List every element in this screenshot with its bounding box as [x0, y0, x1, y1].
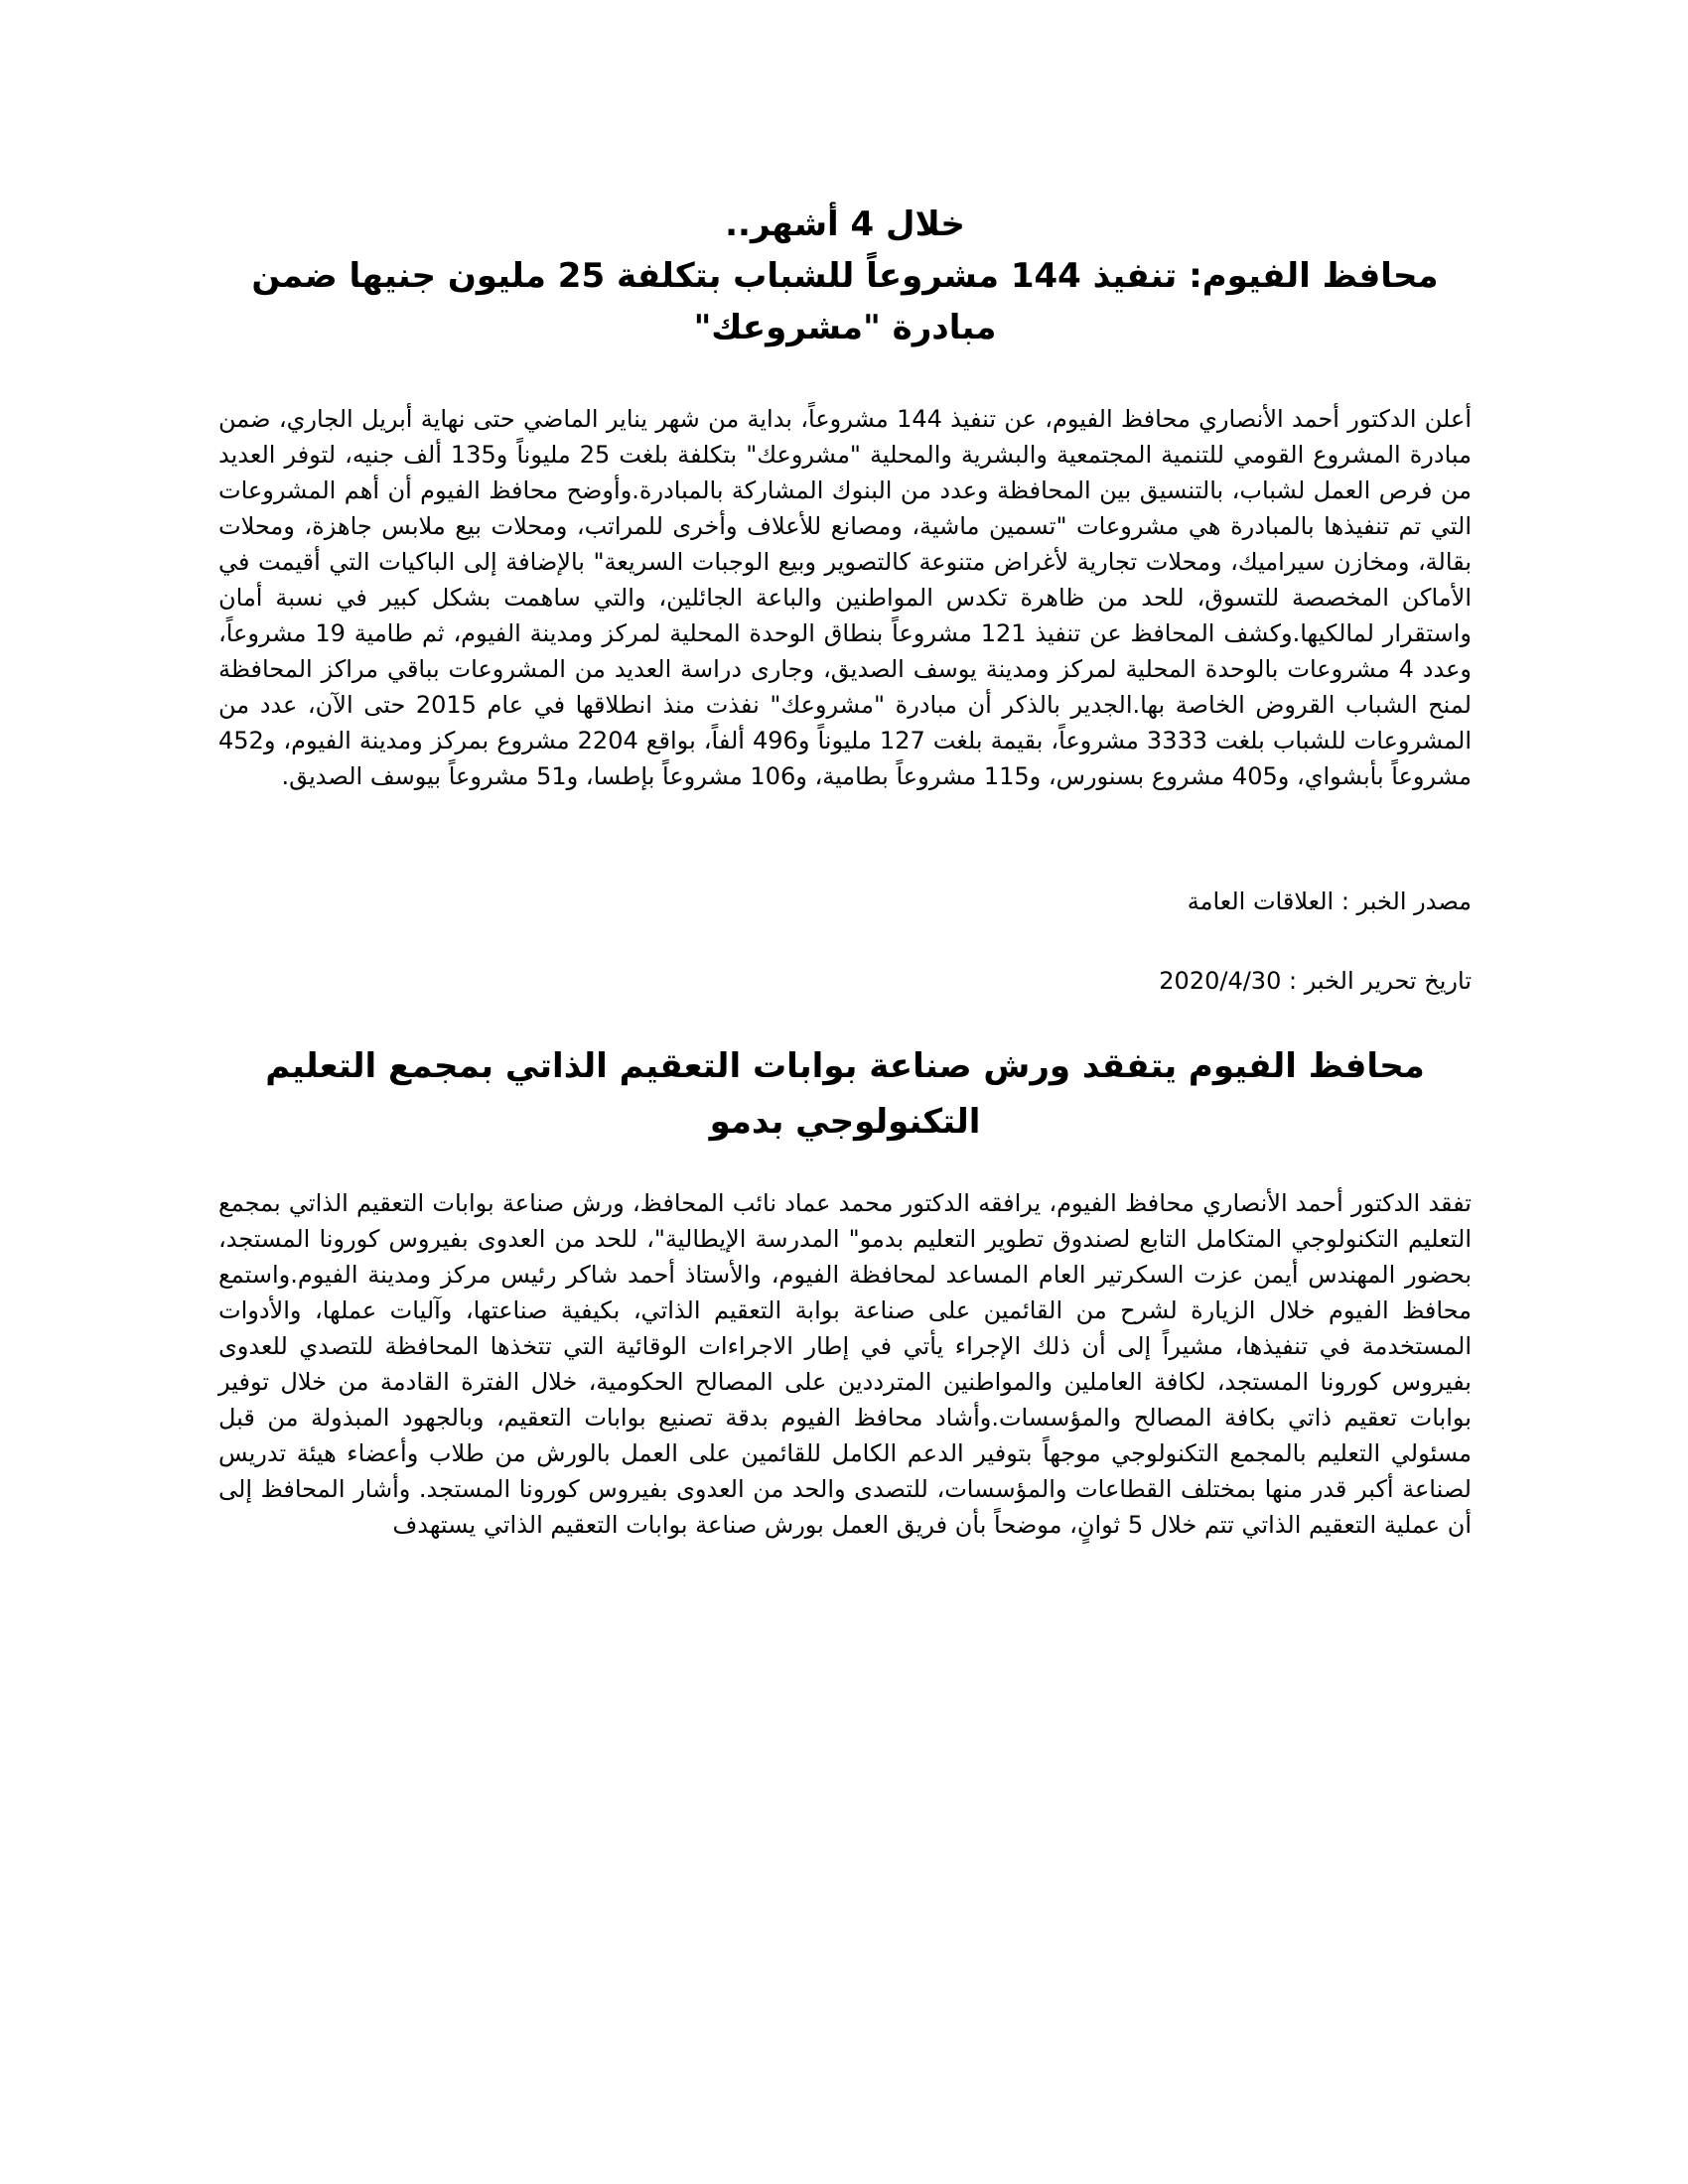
- story2-headline: محافظ الفيوم يتفقد ورش صناعة بوابات التعقيم الذاتي بمجمع التعليم التكنولوجي بدمو: [265, 1046, 1425, 1142]
- story1-kicker: خلال 4 أشهر..: [725, 205, 965, 244]
- document-page: [218, 0, 1472, 2184]
- story1-body: أعلن الدكتور أحمد الأنصاري محافظ الفيوم، عن تنفيذ 144 مشروعاً، بداية من شهر يناير الماضي حتى نهاية أبريل الجاري، ضمن مبادرة المشروع القومي للتنمية المجتمعية والبشرية والمحلية "مشروعك" بتكلفة بلغت 25 مليوناً و135 ألف جنيه، لتوفر العديد من فرص العمل لشباب، بالتنسيق بين المحافظة وعدد من البنوك المشاركة بالمبادرة.وأوضح محافظ الفيوم أن أهم المشروعات التي تم تنفيذها بالمبادرة هي مشروعات "تسمين ماشية، ومصانع للأعلاف وأخرى للمراتب، ومحلات بيع ملابس جاهزة، ومحلات بقالة، ومخازن سيراميك، ومحلات تجارية لأغراض متنوعة كالتصوير وبيع الوجبات السريعة" بالإضافة إلى الباكيات التي أقيمت في الأماكن المخصصة للتسوق، للحد من ظاهرة تكدس المواطنين والباعة الجائلين، والتي ساهمت بشكل كبير في نسبة أمان واستقرار لمالكيها.وكشف المحافظ عن تنفيذ 121 مشروعاً بنطاق الوحدة المحلية لمركز ومدينة الفيوم، ثم طامية 19 مشروعاً، وعدد 4 مشروعات بالوحدة المحلية لمركز ومدينة يوسف الصديق، وجارى دراسة العديد من المشروعات بباقي مراكز المحافظة لمنح الشباب القروض الخاصة بها.الجدير بالذكر أن مبادرة "مشروعك" نفذت منذ انطلاقها في عام 2015 حتى الآن، عدد من المشروعات للشباب بلغت 3333 مشروعاً، بقيمة بلغت 127 مليوناً و496 ألفاً، بواقع 2204 مشروع بمركز ومدينة الفيوم، و452 مشروعاً بأبشواي، و405 مشروع بسنورس، و115 مشروعاً بطامية، و106 مشروعاً بإطسا، و51 مشروعاً بيوسف الصديق.: [218, 405, 1473, 790]
- story1-title: محافظ الفيوم: تنفيذ 144 مشروعاً للشباب بتكلفة 25 مليون جنيها ضمن مبادرة "مشروعك": [251, 256, 1439, 347]
- news-source: مصدر الخبر : العلاقات العامة: [1187, 887, 1472, 915]
- story1-headline: [218, 0, 1472, 353]
- news-date: تاريخ تحرير الخبر : 2020/4/30: [1159, 967, 1472, 995]
- story2-body: تفقد الدكتور أحمد الأنصاري محافظ الفيوم، يرافقه الدكتور محمد عماد نائب المحافظ، ورش صناعة بوابات التعقيم الذاتي بمجمع التعليم التكنولوجي المتكامل التابع لصندوق تطوير التعليم بدمو" المدرسة الإيطالية"، للحد من العدوى بفيروس كورونا المستجد، بحضور المهندس أيمن عزت السكرتير العام المساعد لمحافظة الفيوم، والأستاذ أحمد شاكر رئيس مركز ومدينة الفيوم.واستمع محافظ الفيوم خلال الزيارة لشرح من القائمين على صناعة بوابة التعقيم الذاتي، بكيفية صناعتها، وآليات عملها، والأدوات المستخدمة في تنفيذها، مشيراً إلى أن ذلك الإجراء يأتي في إطار الاجراءات الوقائية التي تتخذها المحافظة للتصدي للعدوى بفيروس كورونا المستجد، لكافة العاملين والمواطنين المترددين على المصالح الحكومية، خلال الفترة القادمة من خلال توفير بوابات تعقيم ذاتي بكافة المصالح والمؤسسات.وأشاد محافظ الفيوم بدقة تصنيع بوابات التعقيم، وبالجهود المبذولة من قبل مسئولي التعليم بالمجمع التكنولوجي موجهاً بتوفير الدعم الكامل للقائمين على العمل بالورش من طلاب وأعضاء هيئة تدريس لصناعة أكبر قدر منها بمختلف القطاعات والمؤسسات، للتصدى والحد من العدوى بفيروس كورونا المستجد. وأشار المحافظ إلى أن عملية التعقيم الذاتي تتم خلال 5 ثوانٍ، موضحاً بأن فريق العمل بورش صناعة بوابات التعقيم الذاتي يستهدف: [218, 1189, 1472, 1539]
